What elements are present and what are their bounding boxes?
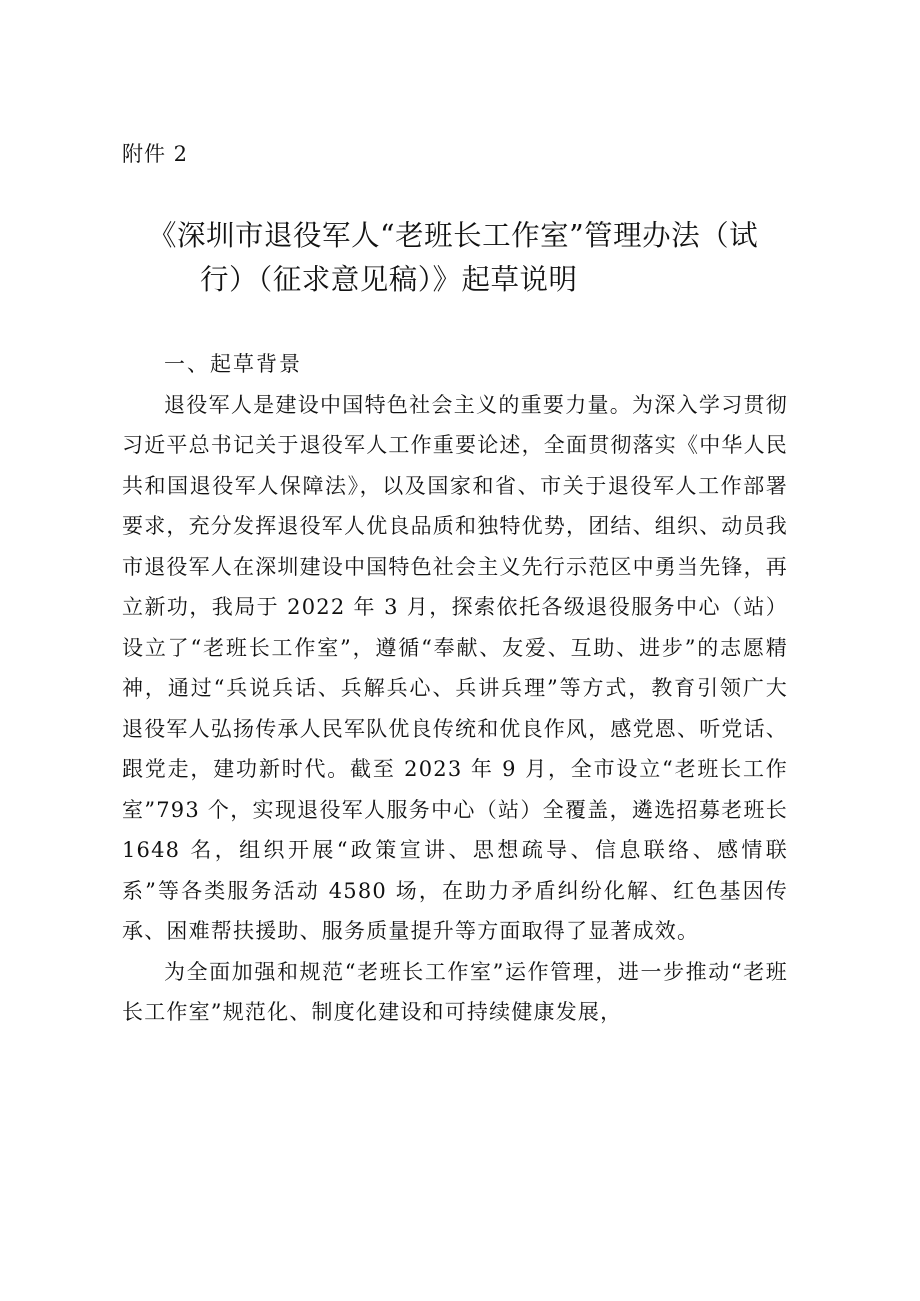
document-title (148, 214, 838, 302)
body-paragraph: 为全面加强和规范“老班长工作室”运作管理，进一步推动“老班长工作室”规范化、制度化建设和可持续健康发展， (122, 959, 788, 1024)
body-paragraph: 退役军人是建设中国特色社会主义的重要力量。为深入学习贯彻习近平总书记关于退役军人工作重要论述，全面贯彻落实《中华人民共和国退役军人保障法》，以及国家和省、市关于退役军人工作部署要求，充分发挥退役军人优良品质和独特优势，团结、组织、动员我市退役军人在深圳建设中国特色社会主义先行示范区中勇当先锋，再立新功，我局于 2022 年 3 月，探索依托各级退役服务中心（站）设立了“老班长工作室”，遵循“奉献、友爱、互助、进步”的志愿精神，通过“兵说兵话、兵解兵心、兵讲兵理”等方式，教育引领广大退役军人弘扬传承人民军队优良传统和优良作风，感党恩、听党话、跟党走，建功新时代。截至 2023 年 9 月，全市设立“老班长工作室”793 个，实现退役军人服务中心（站）全覆盖，遴选招募老班长 1648 名，组织开展“政策宣讲、思想疏导、信息联络、感情联系”等各类服务活动 4580 场，在助力矛盾纠纷化解、红色基因传承、困难帮扶援助、服务质量提升等方面取得了显著成效。 (122, 392, 788, 943)
document-title-line-1: 《深圳市退役军人“老班长工作室”管理办法（试 (148, 219, 759, 252)
attachment-label: 附件 2 (122, 142, 189, 166)
section-heading: 一、起草背景 (164, 352, 302, 376)
document-title-line-2: 行）（征求意见稿）》起草说明 (200, 263, 578, 296)
document-body (122, 344, 788, 1033)
